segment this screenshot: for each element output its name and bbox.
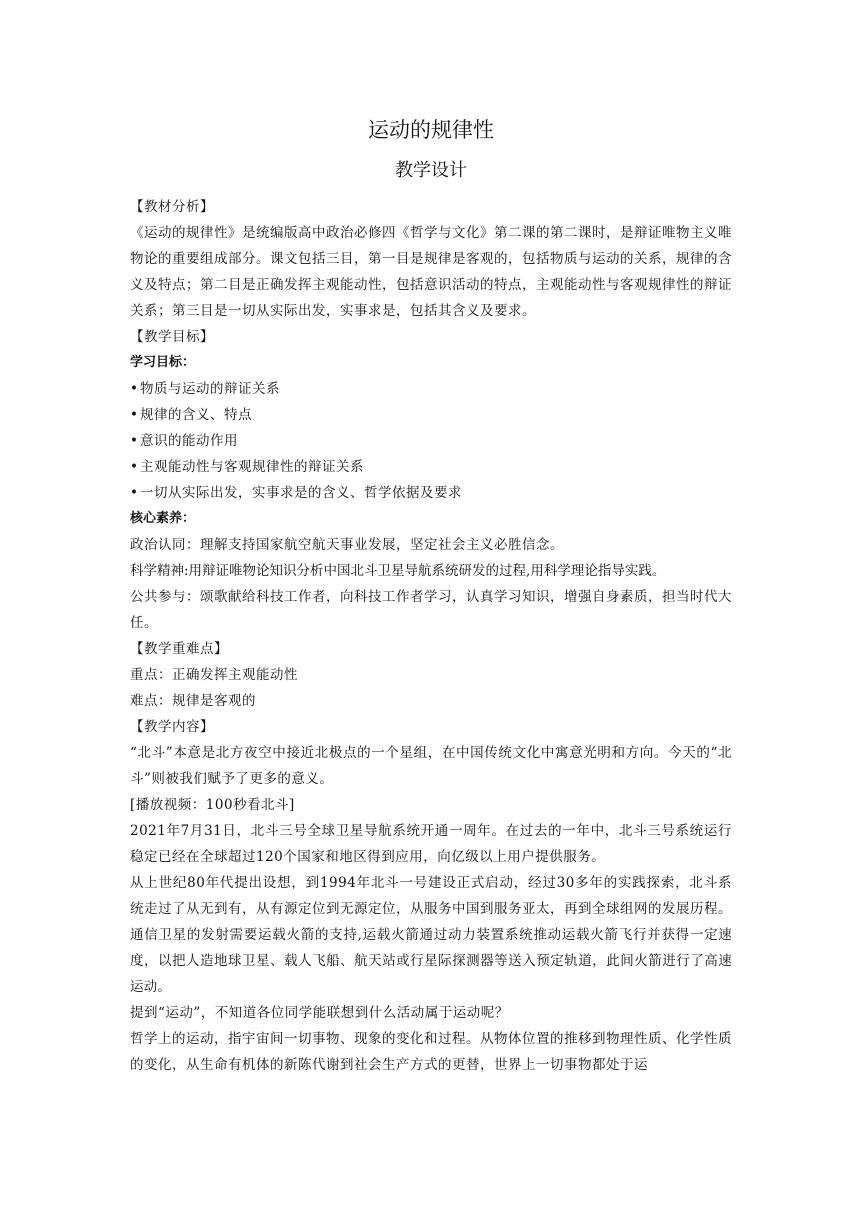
section-heading-goals: 【教学目标】	[130, 329, 214, 345]
content-paragraph: 通信卫星的发射需要运载火箭的支持,运载火箭通过动力装置系统推动运载火箭飞行并获得一定速度，以把人造地球卫星、载人飞船、航天站或行星际探测器等送入预定轨道，此间火箭进行了高速运动。	[130, 927, 732, 995]
bullet-icon: •	[130, 381, 139, 397]
bullet-icon: •	[130, 485, 139, 501]
content-paragraph: 2021年7月31日，北斗三号全球卫星导航系统开通一周年。在过去的一年中，北斗三号系统运行稳定已经在全球超过120个国家和地区得到应用，向亿级以上用户提供服务。	[130, 823, 732, 865]
learning-goals-label: 学习目标：	[130, 355, 196, 370]
core-literacy-science: 科学精神:用辩证唯物论知识分析中国北斗卫星导航系统研发的过程,用科学理论指导实践。	[130, 563, 666, 579]
list-item-text: 规律的含义、特点	[140, 407, 252, 423]
content-paragraph: [播放视频：100秒看北斗]	[130, 797, 295, 813]
list-item	[130, 376, 732, 402]
page-title: 运动的规律性	[368, 118, 494, 142]
bullet-icon: •	[130, 433, 139, 449]
core-literacy-label: 核心素养：	[130, 511, 196, 526]
bullet-icon: •	[130, 459, 139, 475]
key-point: 重点：正确发挥主观能动性	[130, 667, 298, 683]
content-paragraph: “北斗”本意是北方夜空中接近北极点的一个星组，在中国传统文化中寓意光明和方向。今天的“北斗”则被我们赋予了更多的意义。	[130, 745, 732, 787]
learning-goals-list	[130, 376, 732, 506]
list-item	[130, 428, 732, 454]
list-item	[130, 454, 732, 480]
list-item-text: 意识的能动作用	[140, 433, 238, 449]
difficulty-point: 难点：规律是客观的	[130, 693, 256, 709]
bullet-icon: •	[130, 407, 139, 423]
list-item	[130, 480, 732, 506]
section-heading-content: 【教学内容】	[130, 719, 214, 735]
section-heading-key-points: 【教学重难点】	[130, 641, 228, 657]
analysis-paragraph: 《运动的规律性》是统编版高中政治必修四《哲学与文化》第二课的第二课时，是辩证唯物主义唯物论的重要组成部分。课文包括三目，第一目是规律是客观的，包括物质与运动的关系，规律的含义及特点；第二目是正确发挥主观能动性，包括意识活动的特点，主观能动性与客观规律性的辩证关系；第三目是一切从实际出发，实事求是，包括其含义及要求。	[130, 225, 732, 319]
content-paragraph: 提到“运动”，不知道各位同学能联想到什么活动属于运动呢？	[130, 1005, 509, 1021]
core-literacy-participation: 公共参与：颂歌献给科技工作者，向科技工作者学习，认真学习知识，增强自身素质，担当时代大任。	[130, 589, 732, 631]
list-item-text: 主观能动性与客观规律性的辩证关系	[140, 459, 364, 475]
list-item-text: 物质与运动的辩证关系	[140, 381, 280, 397]
content-paragraph: 哲学上的运动，指宇宙间一切事物、现象的变化和过程。从物体位置的推移到物理性质、化学性质的变化，从生命有机体的新陈代谢到社会生产方式的更替，世界上一切事物都处于运	[130, 1031, 732, 1073]
list-item	[130, 402, 732, 428]
content-paragraph: 从上世纪80年代提出设想，到1994年北斗一号建设正式启动，经过30多年的实践探索，北斗系统走过了从无到有，从有源定位到无源定位，从服务中国到服务亚太，再到全球组网的发展历程。	[130, 875, 732, 917]
page-subtitle: 教学设计	[395, 160, 467, 181]
core-literacy-political: 政治认同：理解支持国家航空航天事业发展，坚定社会主义必胜信念。	[130, 537, 564, 553]
list-item-text: 一切从实际出发，实事求是的含义、哲学依据及要求	[140, 485, 462, 501]
section-heading-analysis: 【教材分析】	[130, 199, 214, 215]
document-body	[130, 108, 732, 1078]
